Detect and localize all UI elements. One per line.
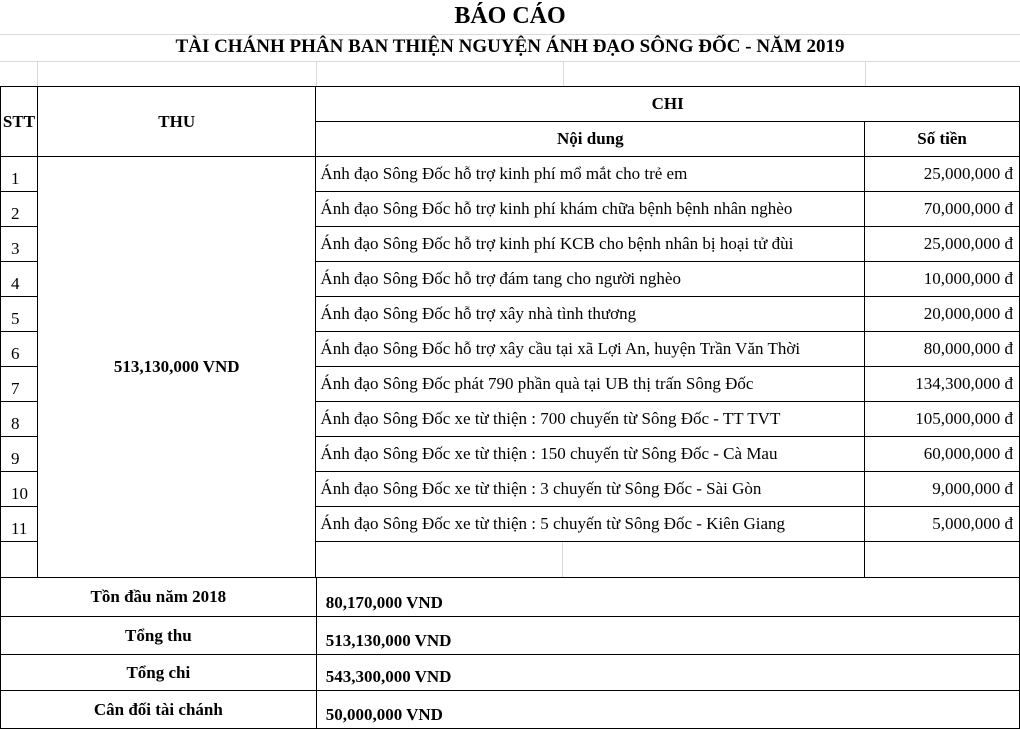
gridline <box>563 61 564 86</box>
row-description: Ánh đạo Sông Đốc hỗ trợ kinh phí KCB cho bệnh nhân bị hoại tử đùi <box>316 227 865 262</box>
gridline <box>562 542 563 577</box>
row-description: Ánh đạo Sông Đốc hỗ trợ kinh phí mổ mắt cho trẻ em <box>316 157 865 192</box>
row-description: Ánh đạo Sông Đốc xe từ thiện : 3 chuyến từ Sông Đốc - Sài Gòn <box>316 472 865 507</box>
summary-row <box>1 655 1020 691</box>
gridline <box>0 34 1020 35</box>
row-description: Ánh đạo Sông Đốc hỗ trợ đám tang cho người nghèo <box>316 262 865 297</box>
row-stt: 4 <box>1 262 38 297</box>
row-stt: 3 <box>1 227 38 262</box>
gridline <box>0 61 1020 62</box>
summary-table <box>0 577 1020 729</box>
row-amount: 25,000,000 đ <box>865 227 1020 262</box>
row-stt: 10 <box>1 472 38 507</box>
gridline <box>865 61 866 86</box>
empty-cell <box>865 542 1020 578</box>
row-amount: 60,000,000 đ <box>865 437 1020 472</box>
summary-label: Tổng thu <box>1 617 317 655</box>
row-amount: 25,000,000 đ <box>865 157 1020 192</box>
summary-row <box>1 578 1020 617</box>
summary-value: 543,300,000 VND <box>316 655 1019 691</box>
row-description: Ánh đạo Sông Đốc xe từ thiện : 5 chuyến từ Sông Đốc - Kiên Giang <box>316 507 865 542</box>
summary-label: Cân đối tài chánh <box>1 691 317 729</box>
summary-value: 50,000,000 VND <box>316 691 1019 729</box>
row-description: Ánh đạo Sông Đốc hỗ trợ kinh phí khám chữa bệnh bệnh nhân nghèo <box>316 192 865 227</box>
header-so-tien: Số tiền <box>865 122 1020 157</box>
summary-value: 513,130,000 VND <box>316 617 1019 655</box>
row-stt: 1 <box>1 157 38 192</box>
empty-cell <box>1 542 38 578</box>
report-subtitle: TÀI CHÁNH PHÂN BAN THIỆN NGUYỆN ÁNH ĐẠO SÔNG ĐỐC - NĂM 2019 <box>175 36 845 57</box>
header-noi-dung: Nội dung <box>316 122 865 157</box>
row-stt: 7 <box>1 367 38 402</box>
row-stt: 2 <box>1 192 38 227</box>
summary-label: Tồn đầu năm 2018 <box>1 578 317 617</box>
row-description: Ánh đạo Sông Đốc phát 790 phần quà tại UB thị trấn Sông Đốc <box>316 367 865 402</box>
finance-table <box>0 86 1020 578</box>
header-thu: THU <box>37 87 315 157</box>
row-stt: 6 <box>1 332 38 367</box>
summary-row <box>1 691 1020 729</box>
row-description: Ánh đạo Sông Đốc xe từ thiện : 700 chuyến từ Sông Đốc - TT TVT <box>316 402 865 437</box>
row-description: Ánh đạo Sông Đốc xe từ thiện : 150 chuyến từ Sông Đốc - Cà Mau <box>316 437 865 472</box>
summary-value: 80,170,000 VND <box>316 578 1019 617</box>
row-amount: 10,000,000 đ <box>865 262 1020 297</box>
empty-cell <box>316 542 865 578</box>
row-description: Ánh đạo Sông Đốc hỗ trợ xây nhà tình thương <box>316 297 865 332</box>
header-stt: STT <box>1 87 38 157</box>
row-amount: 20,000,000 đ <box>865 297 1020 332</box>
summary-label: Tổng chi <box>1 655 317 691</box>
row-amount: 70,000,000 đ <box>865 192 1020 227</box>
row-amount: 105,000,000 đ <box>865 402 1020 437</box>
row-amount: 9,000,000 đ <box>865 472 1020 507</box>
row-amount: 80,000,000 đ <box>865 332 1020 367</box>
row-description: Ánh đạo Sông Đốc hỗ trợ xây cầu tại xã Lợi An, huyện Trần Văn Thời <box>316 332 865 367</box>
row-stt: 11 <box>1 507 38 542</box>
thu-total: 513,130,000 VND <box>37 157 315 578</box>
table-row <box>1 157 1020 192</box>
header-chi: CHI <box>316 87 1020 122</box>
row-stt: 5 <box>1 297 38 332</box>
gridline <box>316 61 317 86</box>
summary-row <box>1 617 1020 655</box>
row-stt: 9 <box>1 437 38 472</box>
row-amount: 5,000,000 đ <box>865 507 1020 542</box>
row-stt: 8 <box>1 402 38 437</box>
report-title: BÁO CÁO <box>454 3 566 29</box>
row-amount: 134,300,000 đ <box>865 367 1020 402</box>
